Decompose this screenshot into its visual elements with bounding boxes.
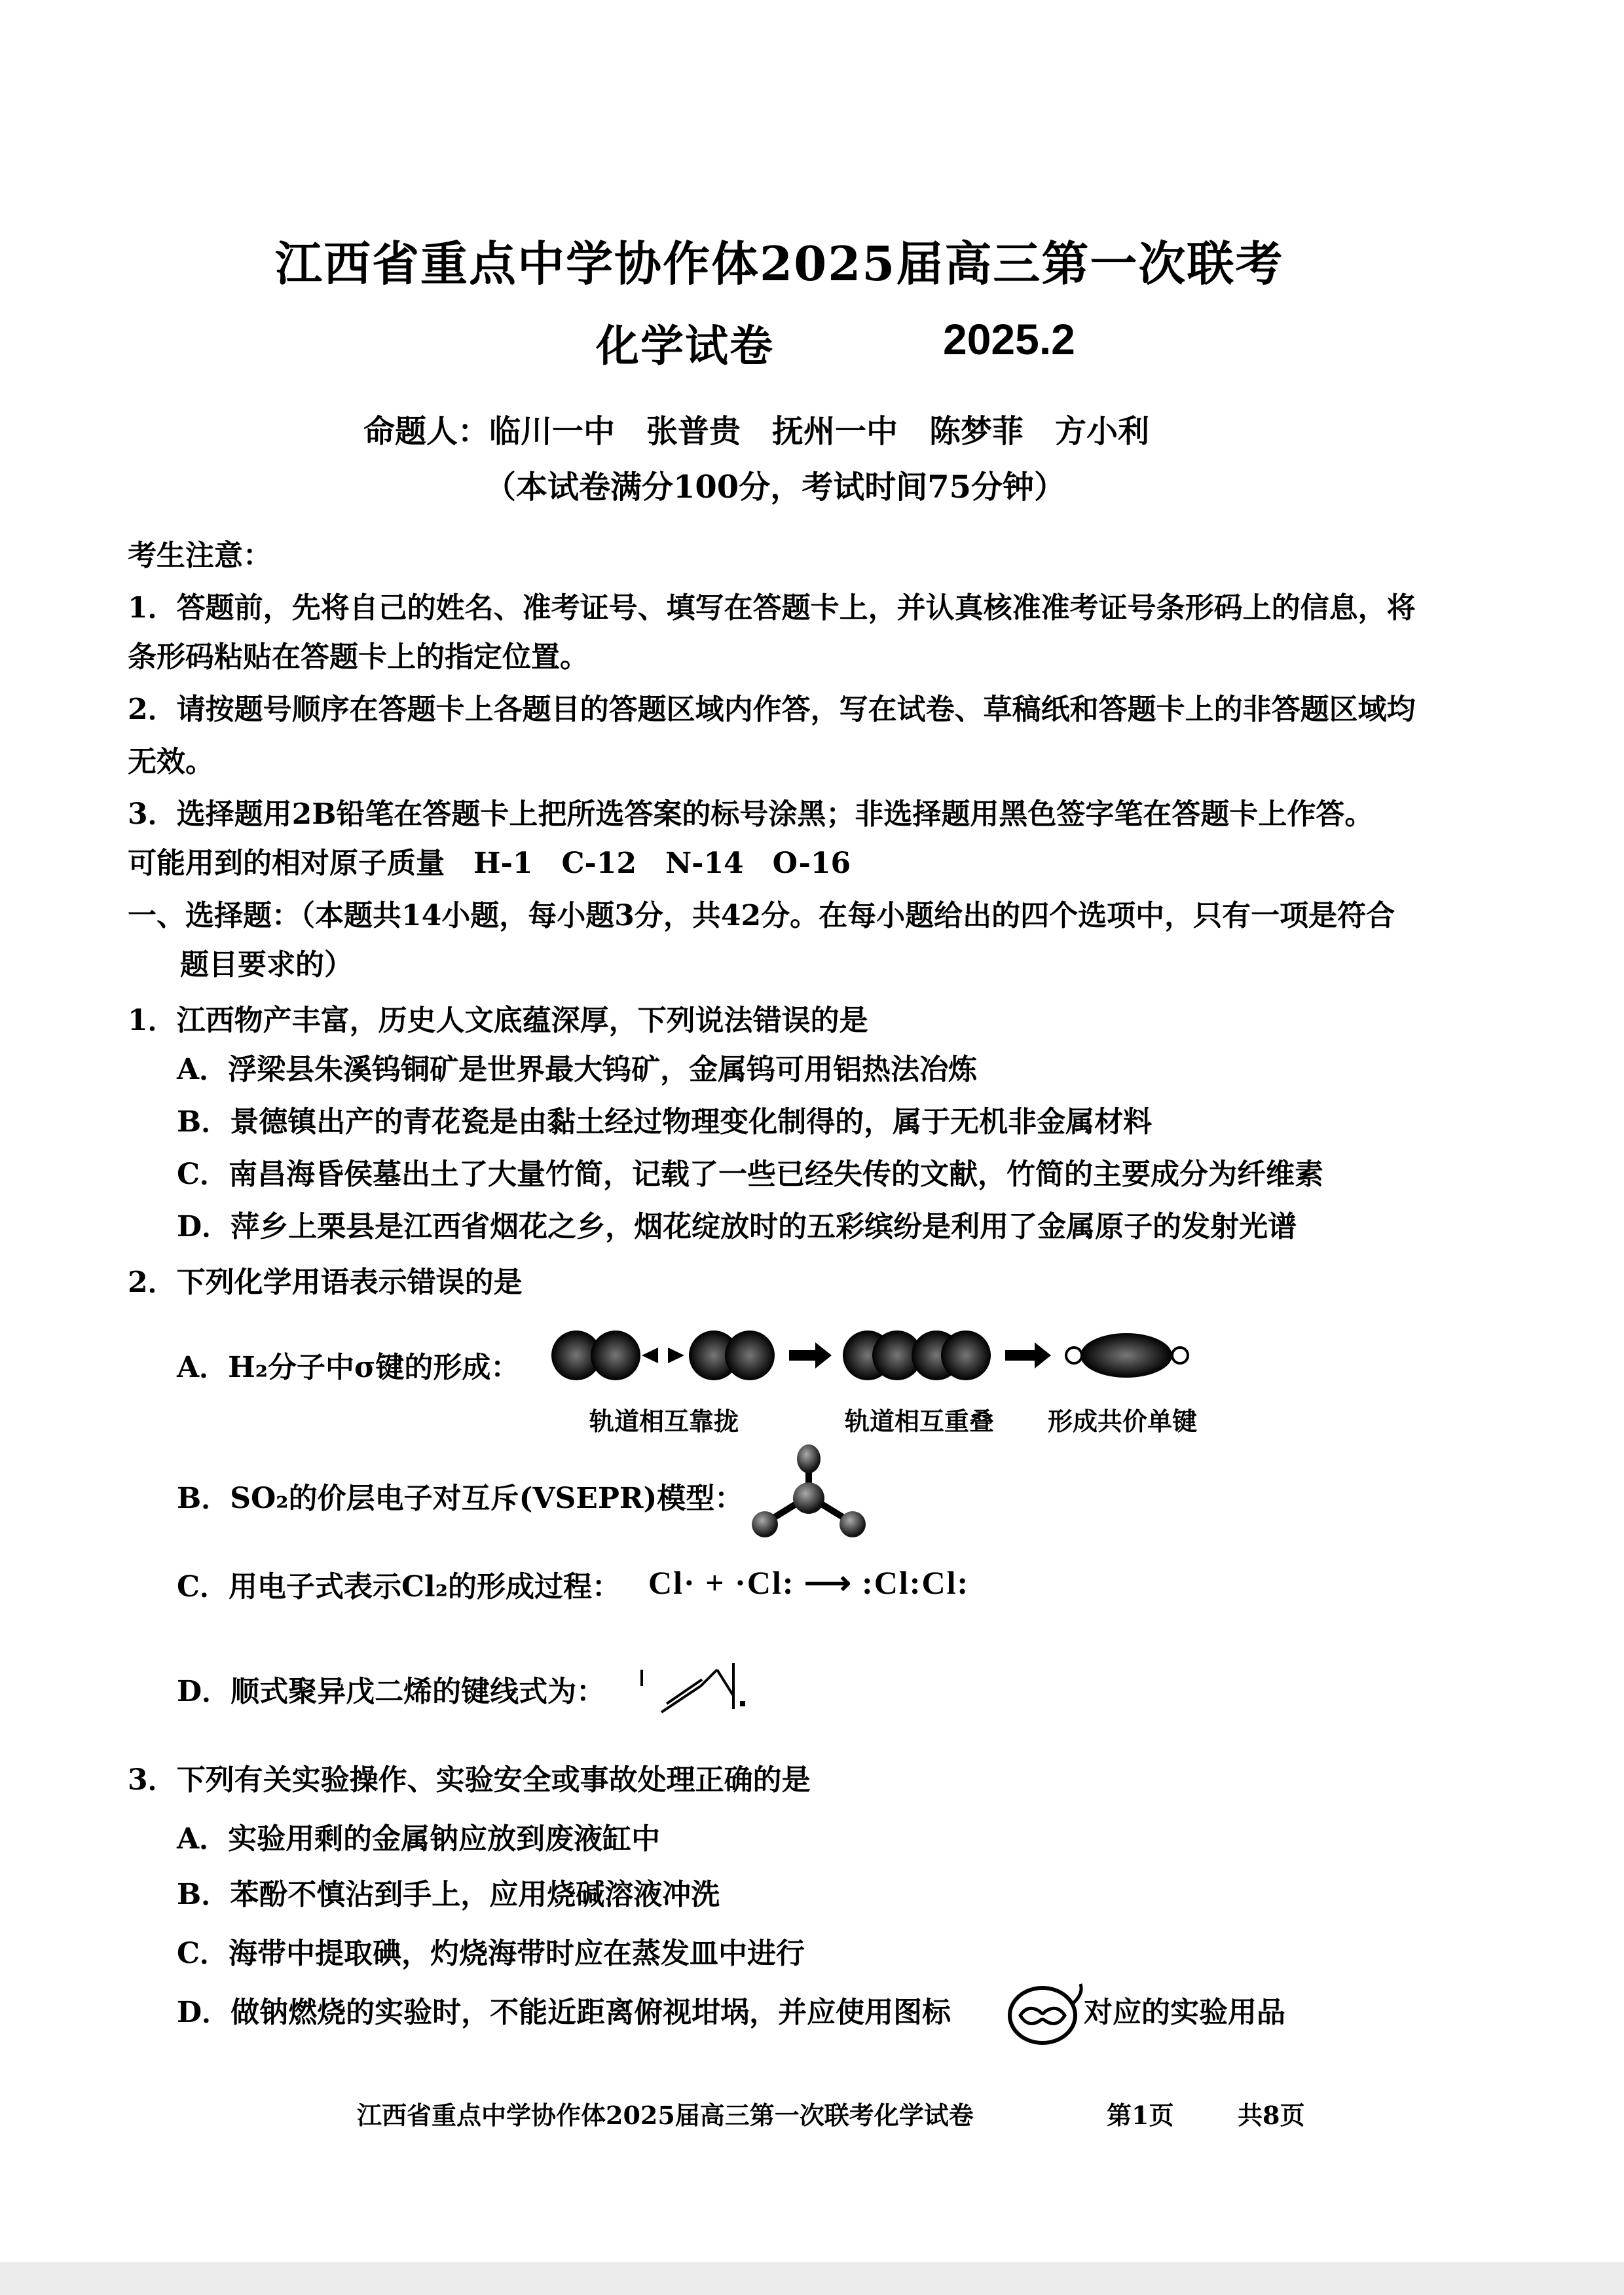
q1-stem: 1．江西物产丰富，历史人文底蕴深厚，下列说法错误的是 (128, 1004, 868, 1037)
orbitals-overlapping (843, 1331, 991, 1380)
q3-option-d: D．做钠燃烧的实验时，不能近距离俯视坩埚，并应使用图标 (177, 1996, 951, 2029)
orbital-overlap-diagram (550, 1316, 1218, 1395)
page-number: 第1页 (1107, 2101, 1174, 2130)
orbital-label-overlap: 轨道相互重叠 (845, 1406, 995, 1436)
electron-formula: Cl· + ·Cl: ⟶ :Cl:Cl: (648, 1564, 970, 1601)
authors-line: 命题人：临川一中 张普贵 抚州一中 陈梦菲 方小利 (363, 413, 1150, 450)
q1-option-d: D．萍乡上栗县是江西省烟花之乡，烟花绽放时的五彩缤纷是利用了金属原子的发射光谱 (177, 1210, 1297, 1243)
notice-item-1b: 条形码粘贴在答题卡上的指定位置。 (128, 640, 589, 674)
subject-title: 化学试卷 (596, 320, 774, 371)
orbitals-approaching (551, 1331, 640, 1380)
sigma-bond-orbital (1066, 1333, 1188, 1378)
notice-item-2b: 无效。 (128, 745, 214, 779)
q1-option-b: B．景德镇出产的青花瓷是由黏土经过物理变化制得的，属于无机非金属材料 (177, 1105, 1153, 1139)
notice-item-2a: 2．请按题号顺序在答题卡上各题目的答题区域内作答，写在试卷、草稿纸和答题卡上的非答题区域均 (128, 693, 1416, 726)
vsepr-model-icon (747, 1441, 877, 1545)
section-heading-2: 题目要求的） (180, 948, 353, 982)
q2-option-b: B．SO₂的价层电子对互斥(VSEPR)模型： (177, 1482, 744, 1515)
page-total: 共8页 (1238, 2101, 1305, 2130)
q3-option-d-end: 对应的实验用品 (1084, 1996, 1285, 2029)
exam-note: （本试卷满分100分，考试时间75分钟） (485, 469, 1065, 505)
section-heading-1: 一、选择题：（本题共14小题，每小题3分，共42分。在每小题给出的四个选项中，只有一项是符合 (128, 899, 1395, 932)
orbitals-near (689, 1331, 775, 1380)
footer-title: 江西省重点中学协作体2025届高三第一次联考化学试卷 (357, 2101, 974, 2130)
notice-item-1a: 1．答题前，先将自己的姓名、准考证号、填写在答题卡上，并认真核准准考证号条形码上的信息，将 (128, 591, 1416, 625)
arrow-right-icon (642, 1348, 658, 1363)
arrow-right-icon (789, 1342, 832, 1368)
polyisoprene-skeletal-formula (629, 1657, 779, 1716)
q2-option-a: A．H₂分子中σ键的形成： (177, 1351, 520, 1384)
arrow-right-icon (1005, 1342, 1051, 1368)
q3-option-a: A．实验用剩的金属钠应放到废液缸中 (177, 1822, 661, 1856)
q3-option-b: B．苯酚不慎沾到手上，应用烧碱溶液冲洗 (177, 1878, 720, 1911)
goggles-icon (1002, 1977, 1087, 2049)
orbital-label-bond: 形成共价单键 (1048, 1406, 1198, 1436)
atomic-masses: 可能用到的相对原子质量 H-1 C-12 N-14 O-16 (128, 847, 851, 880)
q2-stem: 2．下列化学用语表示错误的是 (128, 1266, 523, 1299)
q3-option-c: C．海带中提取碘，灼烧海带时应在蒸发皿中进行 (177, 1937, 805, 1970)
orbital-label-approach: 轨道相互靠拢 (589, 1406, 739, 1436)
q3-stem: 3．下列有关实验操作、实验安全或事故处理正确的是 (128, 1763, 811, 1797)
exam-date: 2025.2 (943, 315, 1075, 363)
q2-option-d: D．顺式聚异戊二烯的键线式为： (177, 1675, 606, 1708)
notice-item-3: 3．选择题用2B铅笔在答题卡上把所选答案的标号涂黑；非选择题用黑色签字笔在答题卡上作答。 (128, 798, 1374, 831)
notice-heading: 考生注意： (128, 539, 272, 572)
page-title: 江西省重点中学协作体2025届高三第一次联考 (275, 236, 1284, 291)
q1-option-c: C．南昌海昏侯墓出土了大量竹简，记载了一些已经失传的文献，竹简的主要成分为纤维素 (177, 1158, 1324, 1191)
bottom-scan-edge (0, 2262, 1624, 2295)
arrow-left-icon (668, 1348, 684, 1363)
q1-option-a: A．浮梁县朱溪钨铜矿是世界最大钨矿，金属钨可用铝热法冶炼 (177, 1053, 978, 1086)
q2-option-c: C．用电子式表示Cl₂的形成过程： (177, 1570, 621, 1604)
